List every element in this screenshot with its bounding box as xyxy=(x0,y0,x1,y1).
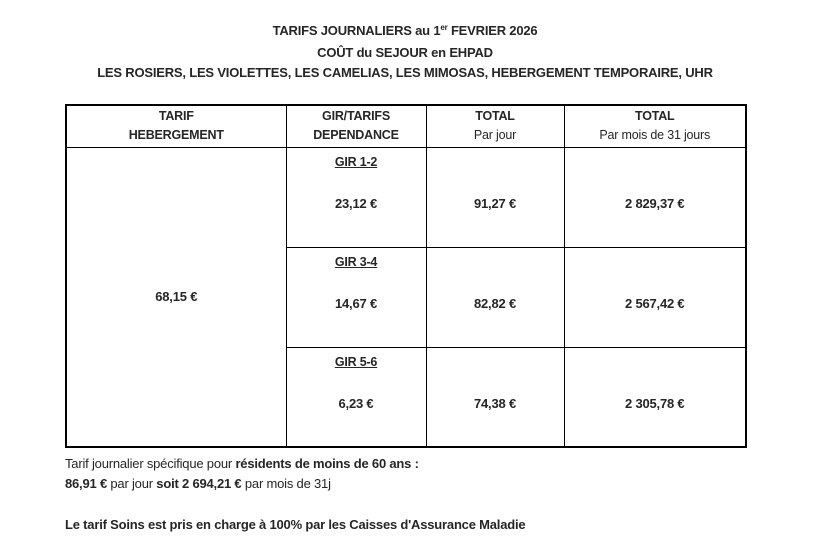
tariff-table xyxy=(65,104,747,448)
header-tarif-line2: HEBERGEMENT xyxy=(128,128,224,143)
gir-5-6-total-jour-value: 74,38 € xyxy=(474,395,516,411)
gir-3-4-label: GIR 3-4 xyxy=(334,254,378,269)
header-total-mois-line1: TOTAL xyxy=(634,109,675,124)
note-price-sep1: par jour xyxy=(106,476,157,491)
header-gir-dependance xyxy=(286,105,426,147)
gir-1-2-total-jour-value: 91,27 € xyxy=(474,195,516,211)
note-under-60-price-line xyxy=(65,474,820,494)
note-under-60-line xyxy=(65,454,820,474)
footnotes xyxy=(65,454,820,535)
header-total-jour xyxy=(426,105,564,147)
document-subtitle: COÛT du SEJOUR en EHPAD xyxy=(317,45,493,60)
gir-3-4-dependance-value: 14,67 € xyxy=(335,295,377,311)
gir-1-2-cell xyxy=(286,147,426,247)
gir-5-6-dependance-value: 6,23 € xyxy=(338,395,374,411)
tariff-table-body xyxy=(66,147,746,447)
header-tarif-line1: TARIF xyxy=(158,109,194,124)
gir-3-4-total-mois-cell xyxy=(564,247,746,347)
header-gir-line2: DEPENDANCE xyxy=(313,128,399,143)
note-price-sep2: par mois de 31j xyxy=(241,476,331,491)
gir-5-6-total-mois-value: 2 305,78 € xyxy=(625,395,685,411)
gir-5-6-total-jour-cell xyxy=(426,347,564,447)
header-total-jour-line1: TOTAL xyxy=(475,109,515,124)
gir-1-2-dependance-value: 23,12 € xyxy=(335,195,377,211)
table-row-gir-1-2 xyxy=(66,147,746,247)
gir-5-6-total-mois-cell xyxy=(564,347,746,447)
document-units-line: LES ROSIERS, LES VIOLETTES, LES CAMELIAS, LES MIMOSAS, HEBERGEMENT TEMPORAIRE, UHR xyxy=(97,65,713,80)
title-prefix: TARIFS JOURNALIERS au 1 xyxy=(272,23,441,38)
note-price-jour: 86,91 € xyxy=(65,476,107,491)
note-under-60-regular: Tarif journalier spécifique pour xyxy=(65,456,236,471)
gir-5-6-label: GIR 5-6 xyxy=(334,354,378,369)
gir-1-2-total-mois-value: 2 829,37 € xyxy=(625,195,685,211)
note-under-60-bold: résidents de moins de 60 ans : xyxy=(235,456,419,471)
gir-3-4-total-mois-value: 2 567,42 € xyxy=(625,295,685,311)
title-suffix: FEVRIER 2026 xyxy=(447,23,538,38)
gir-1-2-total-jour-cell xyxy=(426,147,564,247)
document-header xyxy=(65,0,745,83)
gir-3-4-cell xyxy=(286,247,426,347)
header-total-jour-line2: Par jour xyxy=(473,128,517,143)
header-gir-line1: GIR/TARIFS xyxy=(322,109,390,124)
note-soins-bold: Le tarif Soins est pris en charge à 100% par les Caisses d'Assurance Maladie xyxy=(65,517,526,532)
gir-3-4-total-jour-value: 82,82 € xyxy=(474,295,516,311)
hebergement-value: 68,15 € xyxy=(155,289,198,305)
gir-3-4-total-jour-cell xyxy=(426,247,564,347)
gir-5-6-cell xyxy=(286,347,426,447)
document-title xyxy=(65,21,745,43)
gir-1-2-total-mois-cell xyxy=(564,147,746,247)
tariff-table-header xyxy=(66,105,746,147)
note-price-mois: soit 2 694,21 € xyxy=(156,476,242,491)
header-row xyxy=(66,105,746,147)
header-tarif-hebergement xyxy=(66,105,286,147)
gir-1-2-label: GIR 1-2 xyxy=(334,154,378,169)
note-soins-line xyxy=(65,515,820,535)
header-total-mois xyxy=(564,105,746,147)
hebergement-value-cell xyxy=(66,147,286,447)
title-superscript: er xyxy=(440,23,448,32)
header-total-mois-line2: Par mois de 31 jours xyxy=(599,128,711,143)
